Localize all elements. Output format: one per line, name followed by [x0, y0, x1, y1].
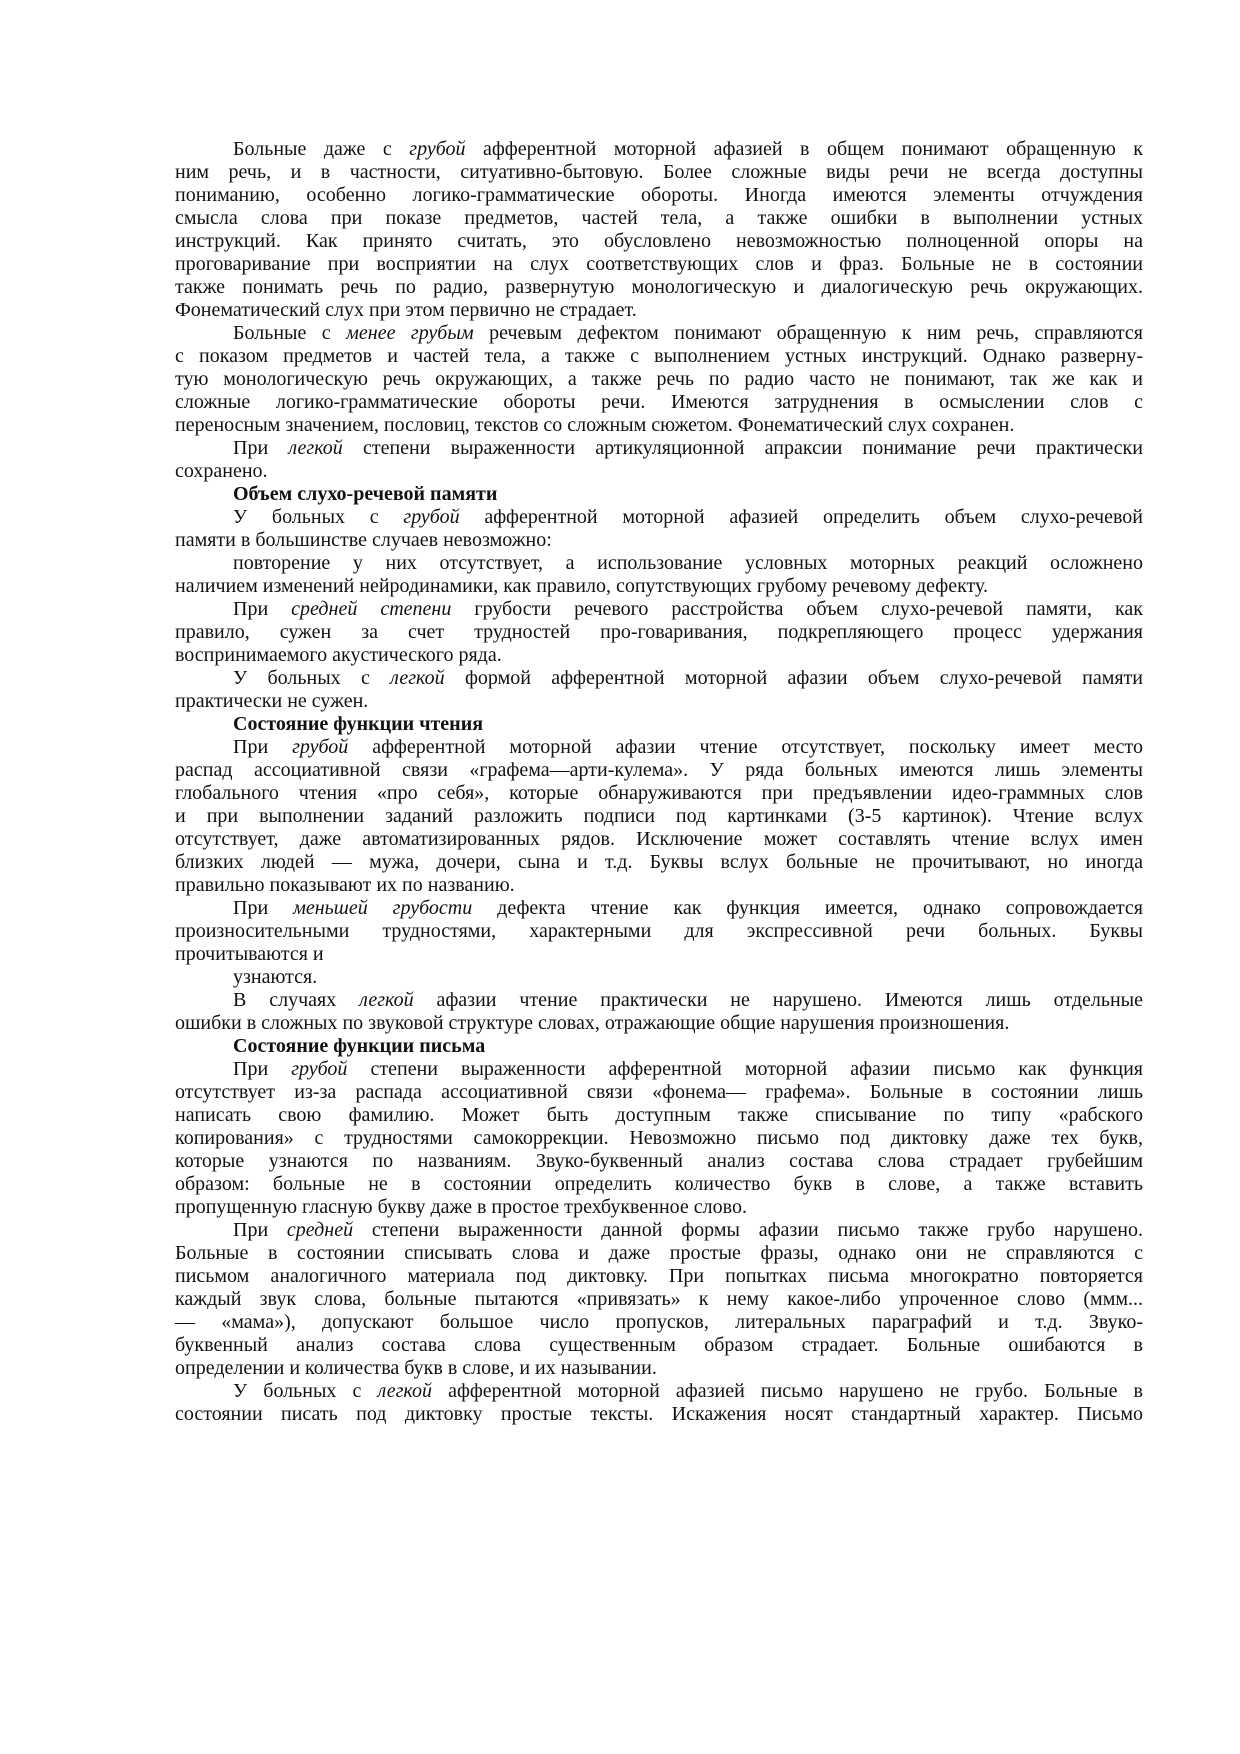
text-run: При: [233, 736, 293, 758]
text-line: [175, 1127, 1143, 1150]
text-line: [175, 345, 1143, 368]
paragraph: [175, 138, 1143, 322]
emphasis-text: легкой: [377, 1380, 433, 1402]
text-line: [175, 161, 1143, 184]
text-run: произносительными трудностями, характерными для экспрессивной речи больных. Буквы: [175, 920, 1143, 942]
text-line: [175, 736, 1143, 759]
text-run: инструкций. Как принято считать, это обусловлено невозможностью полноценной опоры на: [175, 230, 1143, 252]
text-run: ним речь, и в частности, ситуативно-бытовую. Более сложные виды речи не всегда доступны: [175, 161, 1143, 183]
text-line: [175, 874, 1143, 897]
text-line: [175, 1104, 1143, 1127]
text-line: [175, 138, 1143, 161]
text-run: У больных с: [233, 506, 404, 528]
text-run: Состояние функции письма: [233, 1035, 486, 1057]
text-line: [175, 943, 1143, 966]
text-run: пропущенную гласную букву даже в простое трехбуквенное слово.: [175, 1196, 747, 1218]
text-line: [175, 828, 1143, 851]
text-run: смысла слова при показе предметов, частей тела, а также ошибки в выполнении устных: [175, 207, 1143, 229]
text-line: [175, 391, 1143, 414]
text-line: [175, 1288, 1143, 1311]
text-run: дефекта чтение как функция имеется, однако сопровождается: [472, 897, 1143, 919]
emphasis-text: легкой: [359, 989, 414, 1011]
text-line: [175, 667, 1143, 690]
text-line: [175, 506, 1143, 529]
text-run: отсутствует, даже автоматизированных рядов. Исключение может составлять чтение вслух имен: [175, 828, 1143, 850]
text-line: [175, 920, 1143, 943]
text-run: Больные в состоянии списывать слова и даже простые фразы, однако они не справляются с: [175, 1242, 1143, 1264]
text-run: тую монологическую речь окружающих, а также речь по радио часто не понимают, так же как и: [175, 368, 1143, 390]
text-run: У больных с: [233, 1380, 378, 1402]
text-line: [175, 690, 1143, 713]
text-run: с показом предметов и частей тела, а также с выполнением устных инструкций. Однако разверну-: [175, 345, 1143, 367]
paragraph: [175, 552, 1143, 598]
text-line: [175, 529, 1143, 552]
text-run: узнаются.: [233, 966, 318, 988]
text-run: степени выраженности афферентной моторной афазии письмо как функция: [347, 1058, 1143, 1080]
text-line: [175, 851, 1143, 874]
emphasis-text: средней: [286, 1219, 354, 1241]
text-run: афферентной моторной афазией определить объем слухо-речевой: [459, 506, 1143, 528]
text-line: [175, 1058, 1143, 1081]
text-line: [175, 1357, 1143, 1380]
text-run: и при выполнении заданий разложить подписи под картинками (3-5 картинок). Чтение вслух: [175, 805, 1143, 827]
paragraph: [175, 736, 1143, 897]
emphasis-text: средней степени: [291, 598, 452, 620]
text-run: степени выраженности данной формы афазии письмо также грубо нарушено.: [353, 1219, 1144, 1241]
text-run: сложные логико-грамматические обороты речи. Имеются затруднения в осмыслении слов с: [175, 391, 1143, 413]
text-run: При: [233, 437, 289, 459]
text-line: [175, 1081, 1143, 1104]
text-line: [175, 644, 1143, 667]
text-line: [175, 1173, 1143, 1196]
text-run: сохранено.: [175, 460, 268, 482]
text-line: [175, 1380, 1143, 1403]
document-page: [175, 138, 1143, 1426]
emphasis-text: грубой: [409, 138, 466, 160]
text-run: копирования» с трудностями самокоррекции. Невозможно письмо под диктовку даже тех букв,: [175, 1127, 1143, 1149]
emphasis-text: грубой: [292, 736, 349, 758]
text-run: афферентной моторной афазии чтение отсутствует, поскольку имеет место: [348, 736, 1143, 758]
paragraph: [175, 506, 1143, 552]
paragraph: [175, 989, 1143, 1035]
paragraph: [175, 667, 1143, 713]
text-run: состоянии писать под диктовку простые тексты. Искажения носят стандартный характер. Письмо: [175, 1403, 1143, 1425]
text-line: [175, 483, 1143, 506]
text-run: афферентной моторной афазией в общем понимают обращенную к: [465, 138, 1144, 160]
text-run: формой афферентной моторной афазии объем слухо-речевой памяти: [444, 667, 1143, 689]
text-run: При: [233, 1219, 287, 1241]
text-run: У больных с: [233, 667, 391, 689]
text-line: [175, 1150, 1143, 1173]
text-line: [175, 437, 1143, 460]
text-line: [175, 299, 1143, 322]
emphasis-text: легкой: [390, 667, 445, 689]
text-run: Состояние функции чтения: [233, 713, 484, 735]
paragraph: [175, 598, 1143, 667]
text-run: практически не сужен.: [175, 690, 369, 712]
text-run: переносным значением, пословиц, текстов со сложным сюжетом. Фонематический слух сохранен.: [175, 414, 1015, 436]
text-run: буквенный анализ состава слова существенным образом страдает. Больные ошибаются в: [175, 1334, 1143, 1356]
emphasis-text: легкой: [288, 437, 343, 459]
text-line: [175, 322, 1143, 345]
text-line: [175, 184, 1143, 207]
text-run: пониманию, особенно логико-грамматические обороты. Иногда имеются элементы отчуждения: [175, 184, 1143, 206]
section-heading: [175, 1035, 1143, 1058]
text-line: [175, 713, 1143, 736]
paragraph: [175, 322, 1143, 437]
emphasis-text: менее грубым: [346, 322, 474, 344]
text-run: афазии чтение практически не нарушено. Имеются лишь отдельные: [413, 989, 1143, 1011]
text-run: глобального чтения «про себя», которые обнаруживаются при предъявлении идео-граммных слов: [175, 782, 1143, 804]
text-line: [175, 897, 1143, 920]
text-line: [175, 1265, 1143, 1288]
text-run: правило, сужен за счет трудностей про-говаривания, подкрепляющего процесс удержания: [175, 621, 1143, 643]
text-line: [175, 414, 1143, 437]
text-line: [175, 805, 1143, 828]
text-line: [175, 759, 1143, 782]
text-run: степени выраженности артикуляционной апраксии понимание речи практически: [342, 437, 1143, 459]
text-run: Объем слухо-речевой памяти: [233, 483, 498, 505]
paragraph: [175, 897, 1143, 966]
text-line: [175, 1311, 1143, 1334]
section-heading: [175, 713, 1143, 736]
paragraph: [175, 1219, 1143, 1380]
text-run: ошибки в сложных по звуковой структуре словах, отражающие общие нарушения произношения.: [175, 1012, 1010, 1034]
text-run: воспринимаемого акустического ряда.: [175, 644, 502, 666]
text-run: определении и количества букв в слове, и их назывании.: [175, 1357, 657, 1379]
text-run: Больные даже с: [233, 138, 410, 160]
text-line: [175, 989, 1143, 1012]
emphasis-text: грубой: [403, 506, 460, 528]
text-line: [175, 230, 1143, 253]
text-line: [175, 368, 1143, 391]
text-run: наличием изменений нейродинамики, как правило, сопутствующих грубому речевому дефекту.: [175, 575, 989, 597]
text-line: [175, 966, 1143, 989]
text-run: отсутствует из-за распада ассоциативной связи «фонема— графема». Больные в состоянии лишь: [175, 1081, 1143, 1103]
text-line: [175, 1196, 1143, 1219]
text-run: каждый звук слова, больные пытаются «привязать» к нему какое-либо упроченное слово (ммм...: [175, 1288, 1143, 1310]
text-line: [175, 552, 1143, 575]
text-run: распад ассоциативной связи «графема—арти-кулема». У ряда больных имеются лишь элементы: [175, 759, 1143, 781]
text-line: [175, 207, 1143, 230]
text-line: [175, 782, 1143, 805]
text-run: речевым дефектом понимают обращенную к ним речь, справляются: [473, 322, 1143, 344]
text-line: [175, 253, 1143, 276]
section-heading: [175, 483, 1143, 506]
text-line: [175, 1219, 1143, 1242]
emphasis-text: грубой: [291, 1058, 348, 1080]
text-run: которые узнаются по названиям. Звуко-буквенный анализ состава слова страдает грубейшим: [175, 1150, 1143, 1172]
text-run: памяти в большинстве случаев невозможно:: [175, 529, 552, 551]
text-line: [175, 575, 1143, 598]
emphasis-text: меньшей грубости: [293, 897, 473, 919]
text-run: повторение у них отсутствует, а использование условных моторных реакций осложнено: [233, 552, 1143, 574]
paragraph: [175, 1058, 1143, 1219]
text-run: Фонематический слух при этом первично не страдает.: [175, 299, 637, 321]
text-line: [175, 276, 1143, 299]
text-line: [175, 621, 1143, 644]
text-run: грубости речевого расстройства объем слухо-речевой памяти, как: [451, 598, 1143, 620]
text-line: [175, 460, 1143, 483]
text-line: [175, 598, 1143, 621]
text-run: При: [233, 1058, 292, 1080]
text-line: [175, 1012, 1143, 1035]
text-run: В случаях: [233, 989, 360, 1011]
text-run: Больные с: [233, 322, 347, 344]
text-run: — «мама»), допускают большое число пропусков, литеральных параграфий и т.д. Звуко-: [175, 1311, 1143, 1333]
text-run: правильно показывают их по названию.: [175, 874, 515, 896]
text-line: [175, 1334, 1143, 1357]
text-run: проговаривание при восприятии на слух соответствующих слов и фраз. Больные не в состоянии: [175, 253, 1143, 275]
text-run: прочитываются и: [175, 943, 324, 965]
text-line: [175, 1242, 1143, 1265]
text-run: афферентной моторной афазией письмо нарушено не грубо. Больные в: [432, 1380, 1143, 1402]
paragraph: [175, 966, 1143, 989]
text-run: письмом аналогичного материала под диктовку. При попытках письма многократно повторяется: [175, 1265, 1143, 1287]
text-line: [175, 1403, 1143, 1426]
text-run: также понимать речь по радио, развернутую монологическую и диалогическую речь окружающих.: [175, 276, 1143, 298]
text-run: близких людей — мужа, дочери, сына и т.д. Буквы вслух больные не прочитывают, но иногда: [175, 851, 1143, 873]
text-run: При: [233, 897, 294, 919]
text-run: образом: больные не в состоянии определить количество букв в слове, а также вставить: [175, 1173, 1143, 1195]
text-line: [175, 1035, 1143, 1058]
text-run: написать свою фамилию. Может быть доступным также списывание по типу «рабского: [175, 1104, 1143, 1126]
text-run: При: [233, 598, 292, 620]
paragraph: [175, 437, 1143, 483]
paragraph: [175, 1380, 1143, 1426]
